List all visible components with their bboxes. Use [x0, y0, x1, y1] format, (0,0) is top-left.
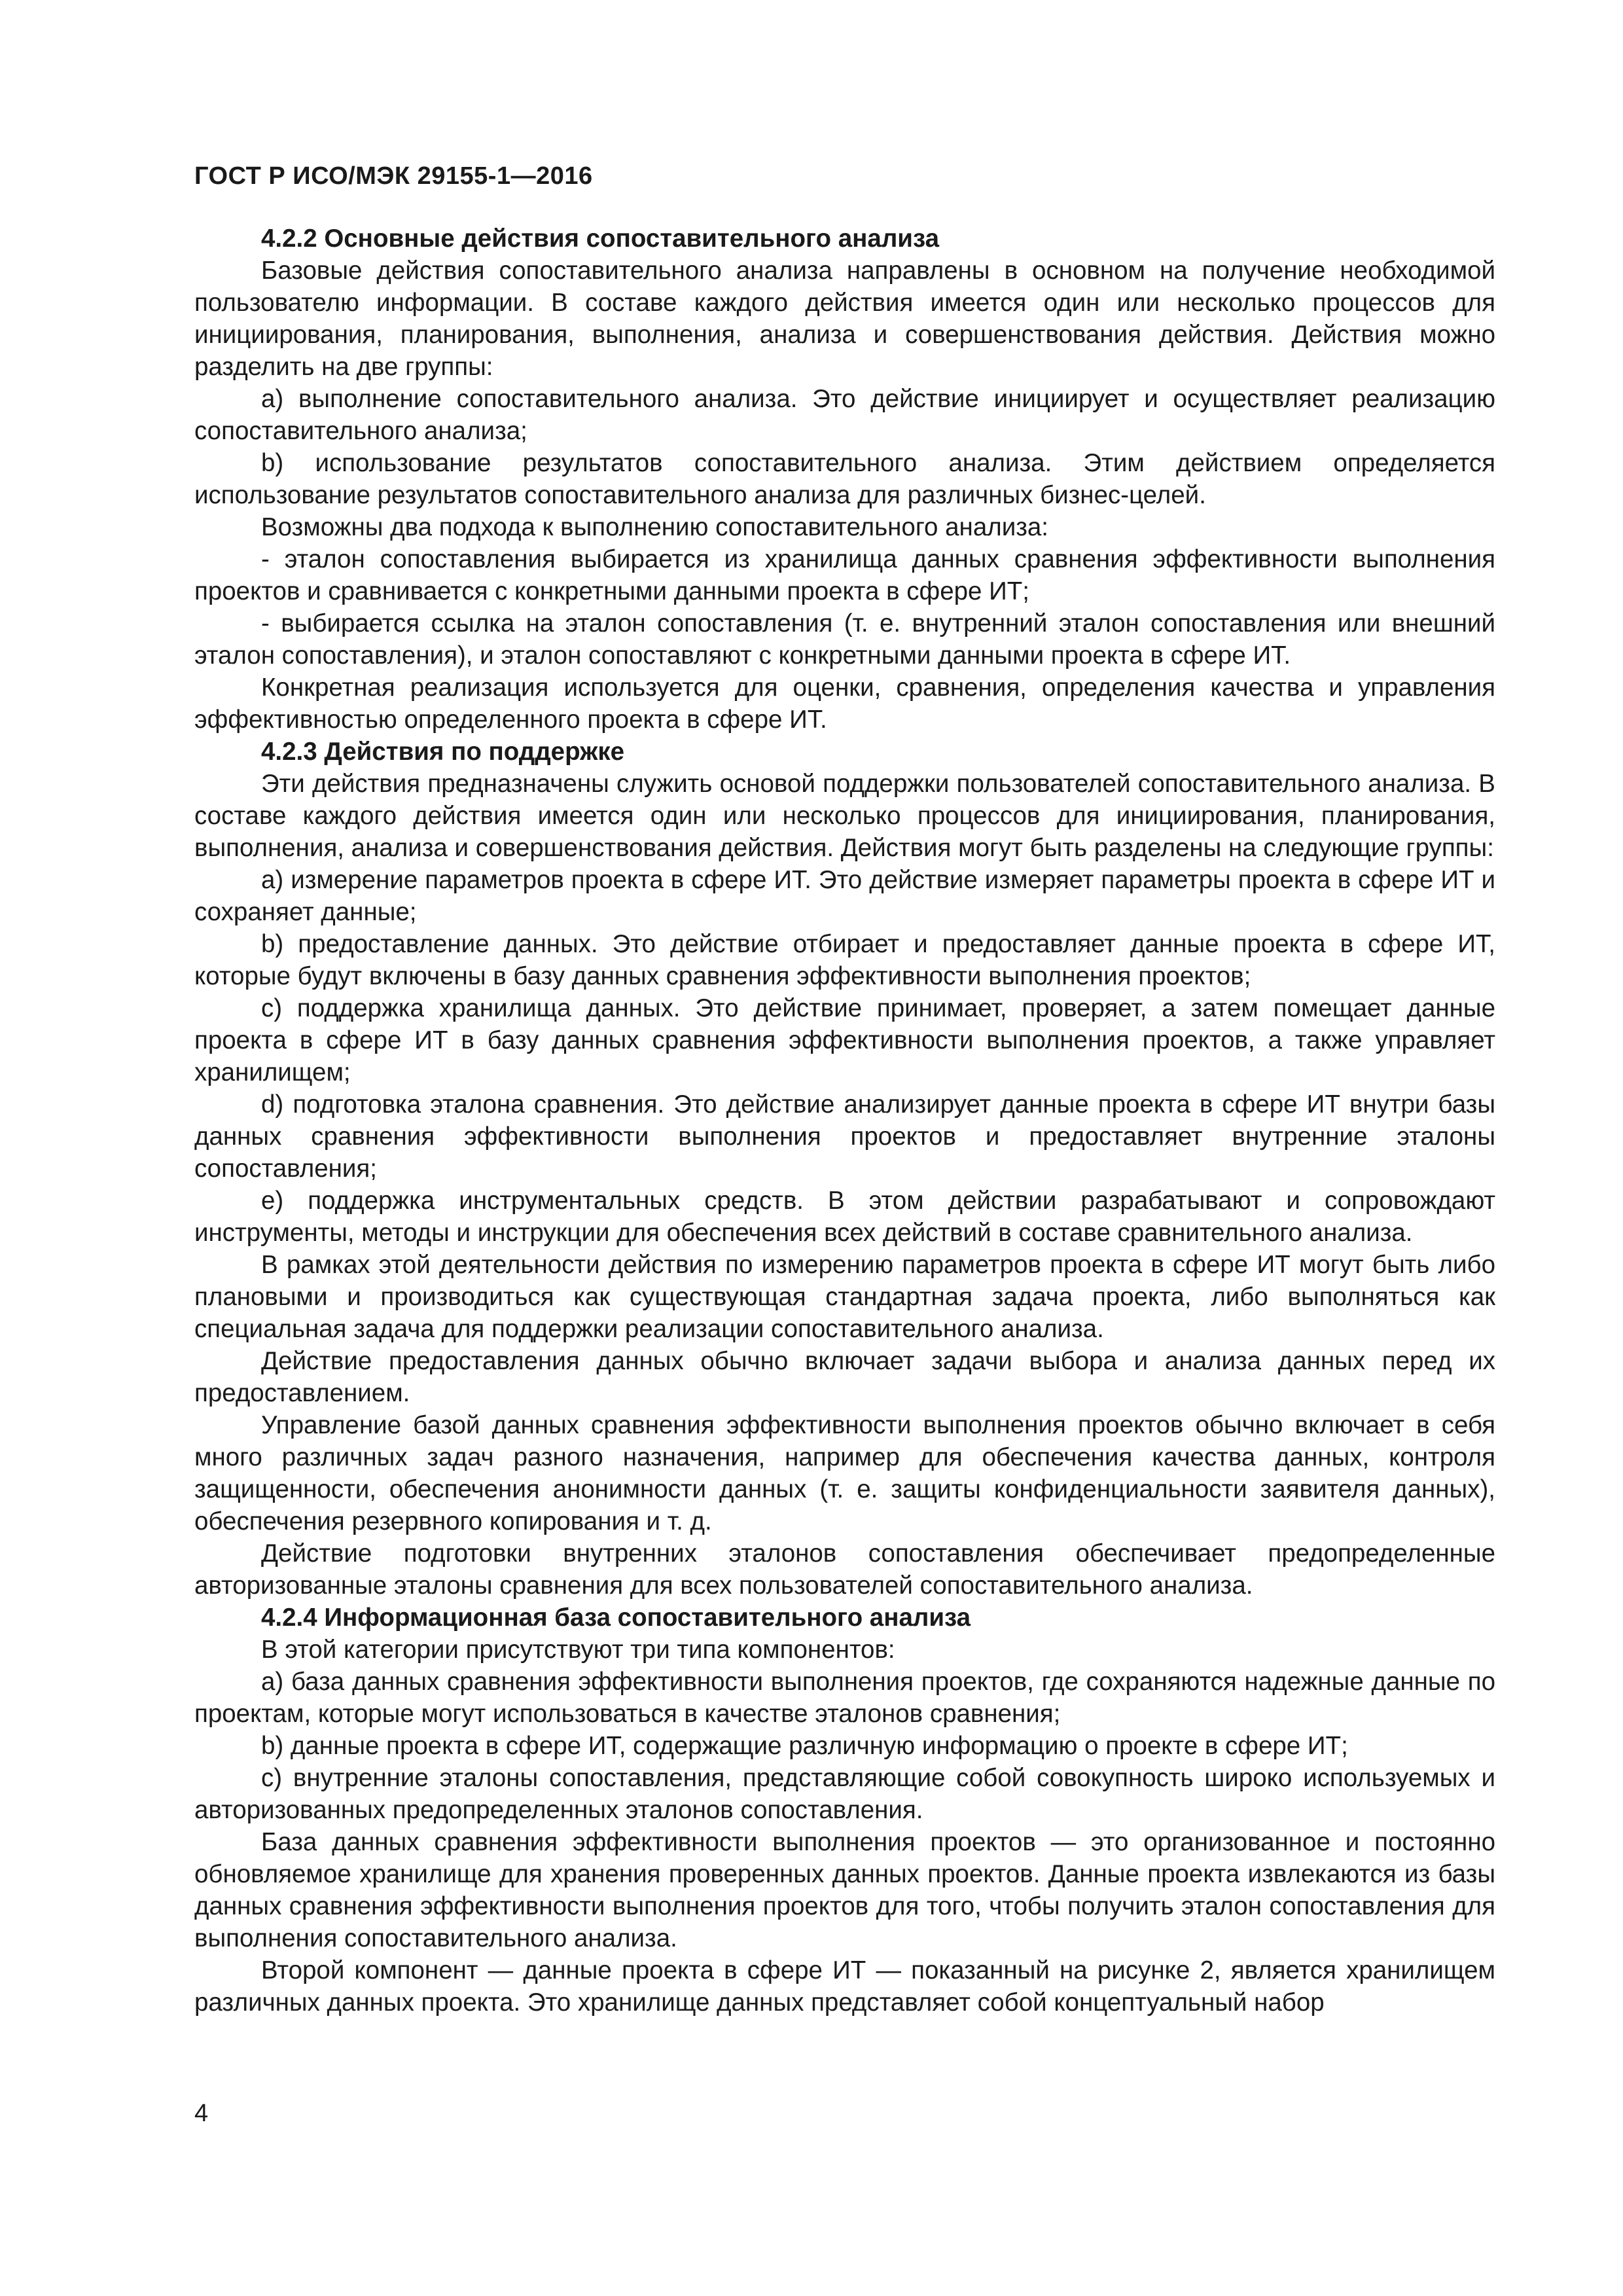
- list-item: с) внутренние эталоны сопоставления, представляющие собой совокупность широко используемых и авторизованных предопределенных эталонов сопоставления.: [194, 1764, 1495, 1824]
- list-item: - выбирается ссылка на эталон сопоставления (т. е. внутренний эталон сопоставления или внешний эталон сопоставления), и эталон сопоставляют с конкретными данными проекта в сфере ИТ.: [194, 609, 1495, 670]
- list-item: b) использование результатов сопоставительного анализа. Этим действием определяется использование результатов сопоставительного анализа для различных бизнес-целей.: [194, 449, 1495, 509]
- document-code-header: ГОСТ Р ИСО/МЭК 29155-1—2016: [194, 162, 593, 190]
- list-item: а) база данных сравнения эффективности выполнения проектов, где сохраняются надежные данные по проектам, которые могут использоваться в качестве эталонов сравнения;: [194, 1668, 1495, 1728]
- list-item: а) измерение параметров проекта в сфере ИТ. Это действие измеряет параметры проекта в сфере ИТ и сохраняет данные;: [194, 866, 1495, 926]
- paragraph: Эти действия предназначены служить основой поддержки пользователей сопоставительного анализа. В составе каждого действия имеется один или несколько процессов для инициирования, планирования, выполнения, анализа и совершенствования действия. Действия могут быть разделены на следующие группы:: [194, 770, 1495, 862]
- paragraph: В этой категории присутствуют три типа компонентов:: [261, 1636, 895, 1664]
- section-heading-4-2-4: 4.2.4 Информационная база сопоставительного анализа: [261, 1604, 971, 1632]
- paragraph: Управление базой данных сравнения эффективности выполнения проектов обычно включает в себя много различных задач разного назначения, например для обеспечения качества данных, контроля защищенности, обеспечения анонимности данных (т. е. защиты конфиденциальности заявителя данных), обеспечения резервного копирования и т. д.: [194, 1411, 1495, 1535]
- paragraph: В рамках этой деятельности действия по измерению параметров проекта в сфере ИТ могут быть либо плановыми и производиться как существующая стандартная задача проекта, либо выполняться как специальная задача для поддержки реализации сопоставительного анализа.: [194, 1251, 1495, 1343]
- list-item: с) поддержка хранилища данных. Это действие принимает, проверяет, а затем помещает данные проекта в сфере ИТ в базу данных сравнения эффективности выполнения проектов, а также управляет хранилищем;: [194, 994, 1495, 1086]
- paragraph: Конкретная реализация используется для оценки, сравнения, определения качества и управления эффективностью определенного проекта в сфере ИТ.: [194, 673, 1495, 734]
- list-item: b) данные проекта в сфере ИТ, содержащие различную информацию о проекте в сфере ИТ;: [261, 1732, 1348, 1760]
- paragraph: Базовые действия сопоставительного анализа направлены в основном на получение необходимой пользователю информации. В составе каждого действия имеется один или несколько процессов для инициирования, планирования, выполнения, анализа и совершенствования действия. Действия можно разделить на две группы:: [194, 257, 1495, 381]
- paragraph: Действие подготовки внутренних эталонов сопоставления обеспечивает предопределенные авторизованные эталоны сравнения для всех пользователей сопоставительного анализа.: [194, 1539, 1495, 1600]
- page-body: [194, 223, 1495, 2018]
- paragraph: Действие предоставления данных обычно включает задачи выбора и анализа данных перед их предоставлением.: [194, 1347, 1495, 1407]
- paragraph: Возможны два подхода к выполнению сопоставительного анализа:: [261, 513, 1048, 541]
- page-number: 4: [194, 2100, 209, 2127]
- list-item: - эталон сопоставления выбирается из хранилища данных сравнения эффективности выполнения проектов и сравнивается с конкретными данными проекта в сфере ИТ;: [194, 545, 1495, 605]
- list-item: d) подготовка эталона сравнения. Это действие анализирует данные проекта в сфере ИТ внутри базы данных сравнения эффективности выполнения проектов и предоставляет внутренние эталоны сопоставления;: [194, 1090, 1495, 1183]
- list-item: b) предоставление данных. Это действие отбирает и предоставляет данные проекта в сфере ИТ, которые будут включены в базу данных сравнения эффективности выполнения проектов;: [194, 930, 1495, 990]
- section-heading-4-2-3: 4.2.3 Действия по поддержке: [261, 738, 625, 766]
- list-item: а) выполнение сопоставительного анализа. Это действие инициирует и осуществляет реализацию сопоставительного анализа;: [194, 385, 1495, 445]
- section-heading-4-2-2: 4.2.2 Основные действия сопоставительного анализа: [261, 224, 940, 253]
- paragraph: База данных сравнения эффективности выполнения проектов — это организованное и постоянно обновляемое хранилище для хранения проверенных данных проектов. Данные проекта извлекаются из базы данных сравнения эффективности выполнения проектов для того, чтобы получить эталон сопоставления для выполнения сопоставительного анализа.: [194, 1828, 1495, 1952]
- list-item: е) поддержка инструментальных средств. В этом действии разрабатывают и сопровождают инструменты, методы и инструкции для обеспечения всех действий в составе сравнительного анализа.: [194, 1187, 1495, 1247]
- paragraph: Второй компонент — данные проекта в сфере ИТ — показанный на рисунке 2, является хранилищем различных данных проекта. Это хранилище данных представляет собой концептуальный набор: [194, 1956, 1495, 2017]
